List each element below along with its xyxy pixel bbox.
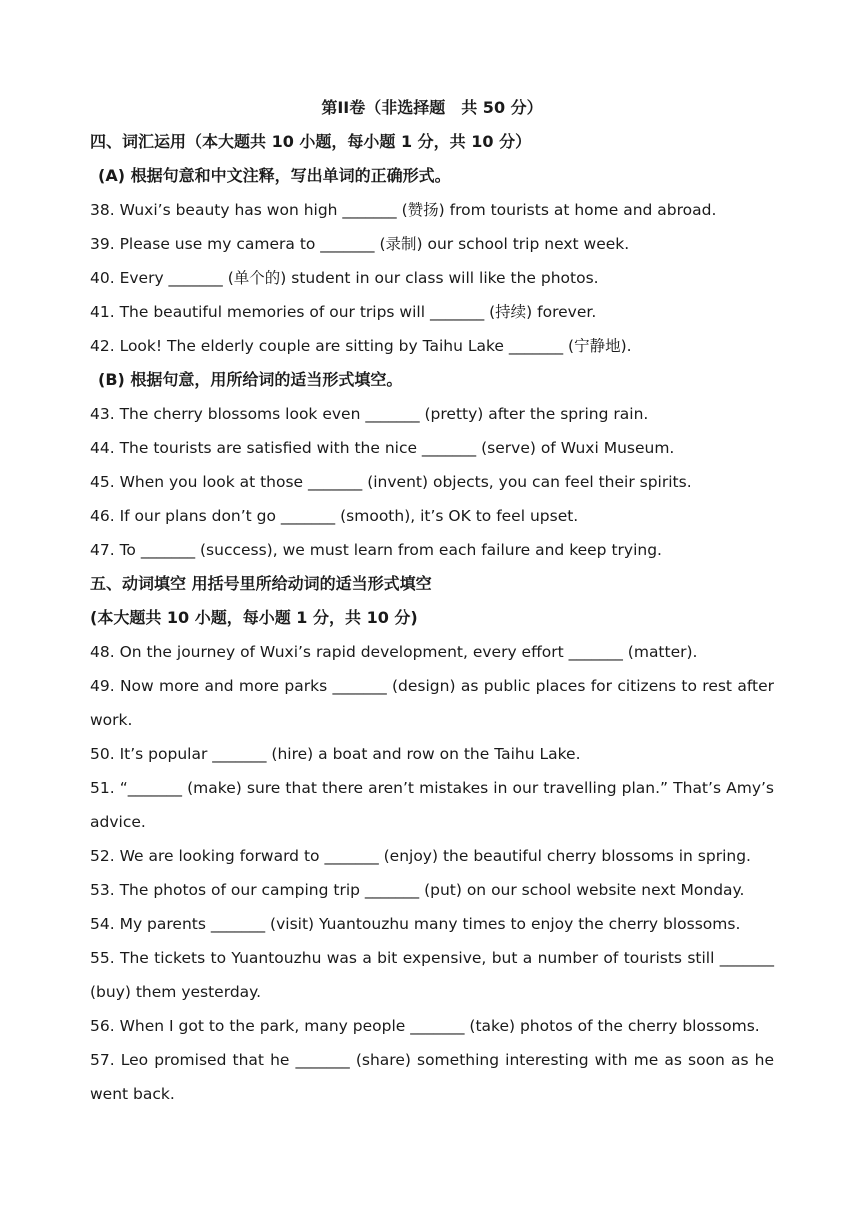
question-50: 50. It’s popular _______ (hire) a boat and row on the Taihu Lake. — [90, 745, 581, 763]
section-a-heading: (A) 根据句意和中文注释，写出单词的正确形式。 — [98, 166, 451, 185]
question-41: 41. The beautiful memories of our trips will _______ (持续) forever. — [90, 303, 597, 321]
question-47: 47. To _______ (success), we must learn from each failure and keep trying. — [90, 541, 662, 559]
question-49: 49. Now more and more parks _______ (design) as public places for citizens to rest after work. — [90, 677, 774, 729]
question-55: 55. The tickets to Yuantouzhu was a bit expensive, but a number of tourists still _______ (buy) them yesterday. — [90, 949, 774, 1001]
question-44: 44. The tourists are satisfied with the nice _______ (serve) of Wuxi Museum. — [90, 439, 675, 457]
question-57: 57. Leo promised that he _______ (share) something interesting with me as soon as he went back. — [90, 1051, 774, 1103]
question-40: 40. Every _______ (单个的) student in our class will like the photos. — [90, 269, 599, 287]
question-53: 53. The photos of our camping trip _______ (put) on our school website next Monday. — [90, 881, 745, 899]
content — [90, 125, 774, 1111]
paper-title: 第II卷（非选择题 共 50 分） — [321, 98, 543, 117]
part4-heading: 四、词汇运用（本大题共 10 小题，每小题 1 分，共 10 分） — [90, 132, 532, 151]
section-b-heading: (B) 根据句意，用所给词的适当形式填空。 — [98, 370, 403, 389]
question-39: 39. Please use my camera to _______ (录制) our school trip next week. — [90, 235, 630, 253]
question-42: 42. Look! The elderly couple are sitting by Taihu Lake _______ (宁静地). — [90, 337, 632, 355]
question-45: 45. When you look at those _______ (invent) objects, you can feel their spirits. — [90, 473, 692, 491]
question-56: 56. When I got to the park, many people _______ (take) photos of the cherry blossoms. — [90, 1017, 760, 1035]
question-46: 46. If our plans don’t go _______ (smooth), it’s OK to feel upset. — [90, 507, 579, 525]
part5-subheading: (本大题共 10 小题，每小题 1 分，共 10 分) — [90, 608, 418, 627]
part5-heading: 五、动词填空 用括号里所给动词的适当形式填空 — [90, 574, 432, 593]
question-52: 52. We are looking forward to _______ (enjoy) the beautiful cherry blossoms in spring. — [90, 847, 751, 865]
question-38: 38. Wuxi’s beauty has won high _______ (赞扬) from tourists at home and abroad. — [90, 201, 717, 219]
question-48: 48. On the journey of Wuxi’s rapid development, every effort _______ (matter). — [90, 643, 698, 661]
question-54: 54. My parents _______ (visit) Yuantouzhu many times to enjoy the cherry blossoms. — [90, 915, 741, 933]
question-51: 51. “_______ (make) sure that there aren’t mistakes in our travelling plan.” That’s Amy’s advice. — [90, 779, 774, 831]
question-43: 43. The cherry blossoms look even _______ (pretty) after the spring rain. — [90, 405, 649, 423]
